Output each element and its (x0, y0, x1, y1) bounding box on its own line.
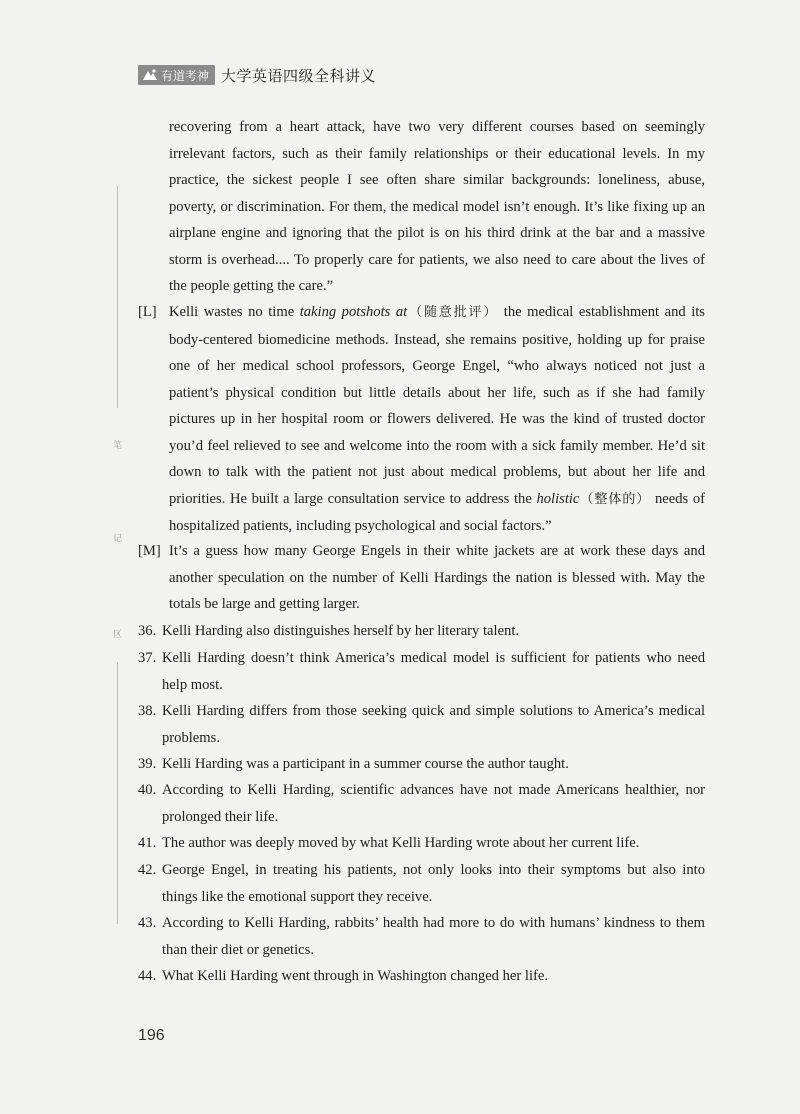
question-item (138, 830, 705, 857)
question-text: Kelli Harding doesn’t think America’s medical model is sufficient for patients who need help most. (162, 650, 705, 693)
paragraph-label: [M] (138, 543, 161, 559)
paragraph-L (138, 299, 705, 540)
question-text: The author was deeply moved by what Kelli Harding wrote about her current life. (162, 835, 640, 851)
question-item (138, 910, 705, 963)
question-number: 38. (138, 703, 157, 719)
question-number: 40. (138, 782, 157, 798)
question-number: 37. (138, 650, 157, 666)
question-number: 43. (138, 915, 157, 931)
paragraph-M (138, 538, 705, 618)
margin-note-char: 区 (113, 630, 123, 640)
question-text: George Engel, in treating his patients, not only looks into their symptoms but also into things like the emotional support they receive. (162, 862, 705, 905)
question-item (138, 963, 705, 990)
margin-note-char: 笔 (113, 441, 123, 451)
question-number: 44. (138, 968, 157, 984)
question-text: What Kelli Harding went through in Washington changed her life. (162, 968, 548, 984)
page-header (138, 64, 376, 86)
question-text: Kelli Harding also distinguishes herself by her literary talent. (162, 623, 520, 639)
question-item (138, 777, 705, 830)
paragraph-label: [L] (138, 304, 157, 320)
brand-name: 有道考神 (161, 68, 210, 83)
question-text: Kelli Harding differs from those seeking quick and simple solutions to America’s medical problems. (162, 703, 705, 746)
paragraph-text: It’s a guess how many George Engels in their white jackets are at work these days and another speculation on the number of Kelli Hardings the nation is blessed with. May the totals be large and getting larger. (169, 543, 705, 612)
question-number: 42. (138, 862, 157, 878)
question-item (138, 645, 705, 698)
question-number: 36. (138, 623, 157, 639)
margin-note-char: 记 (113, 534, 123, 544)
question-text: According to Kelli Harding, scientific advances have not made Americans healthier, nor prolonged their life. (162, 782, 705, 825)
question-item (138, 751, 705, 778)
continuation-paragraph: recovering from a heart attack, have two very different courses based on seemingly irrelevant factors, such as their family relationships or their educational levels. In my practice, the sickest people I see often share similar backgrounds: loneliness, abuse, poverty, or discrimination. For them, the medical model isn’t enough. It’s like fixing up an airplane engine and ignoring that the pilot is on his third drink at the bar and a massive storm is overhead.... To properly care for patients, we also need to care about the lives of the people getting the care.” (169, 119, 705, 294)
question-text: Kelli Harding was a participant in a summer course the author taught. (162, 756, 569, 772)
brand-logo-icon (142, 68, 158, 82)
brand-badge (138, 65, 215, 85)
paragraph-text: Kelli wastes no time taking potshots at（随意批评） the medical establishment and its body-centered biomedicine methods. Instead, she remains positive, holding up for praise one of her medical school professors, George Engel, “who always noticed not just a patient’s physical condition but little details about her life, such as if she had family pictures up in her hospital room or flowers delivered. He was the kind of trusted doctor you’d feel relieved to see and welcome into the room with a sick family member. He’d sit down to talk with the patient not just about medical problems, but about her life and priorities. He built a large consultation service to address the holistic（整体的） needs of hospitalized patients, including psychological and social factors.” (169, 304, 705, 534)
question-item (138, 857, 705, 910)
page-number: 196 (138, 1027, 165, 1044)
margin-rule-top (117, 186, 118, 408)
book-title: 大学英语四级全科讲义 (221, 66, 377, 85)
question-number: 39. (138, 756, 157, 772)
margin-rule-bottom (117, 662, 118, 924)
question-text: According to Kelli Harding, rabbits’ health had more to do with humans’ kindness to them than their diet or genetics. (162, 915, 705, 958)
question-item (138, 698, 705, 751)
question-item (138, 618, 705, 645)
question-number: 41. (138, 835, 157, 851)
